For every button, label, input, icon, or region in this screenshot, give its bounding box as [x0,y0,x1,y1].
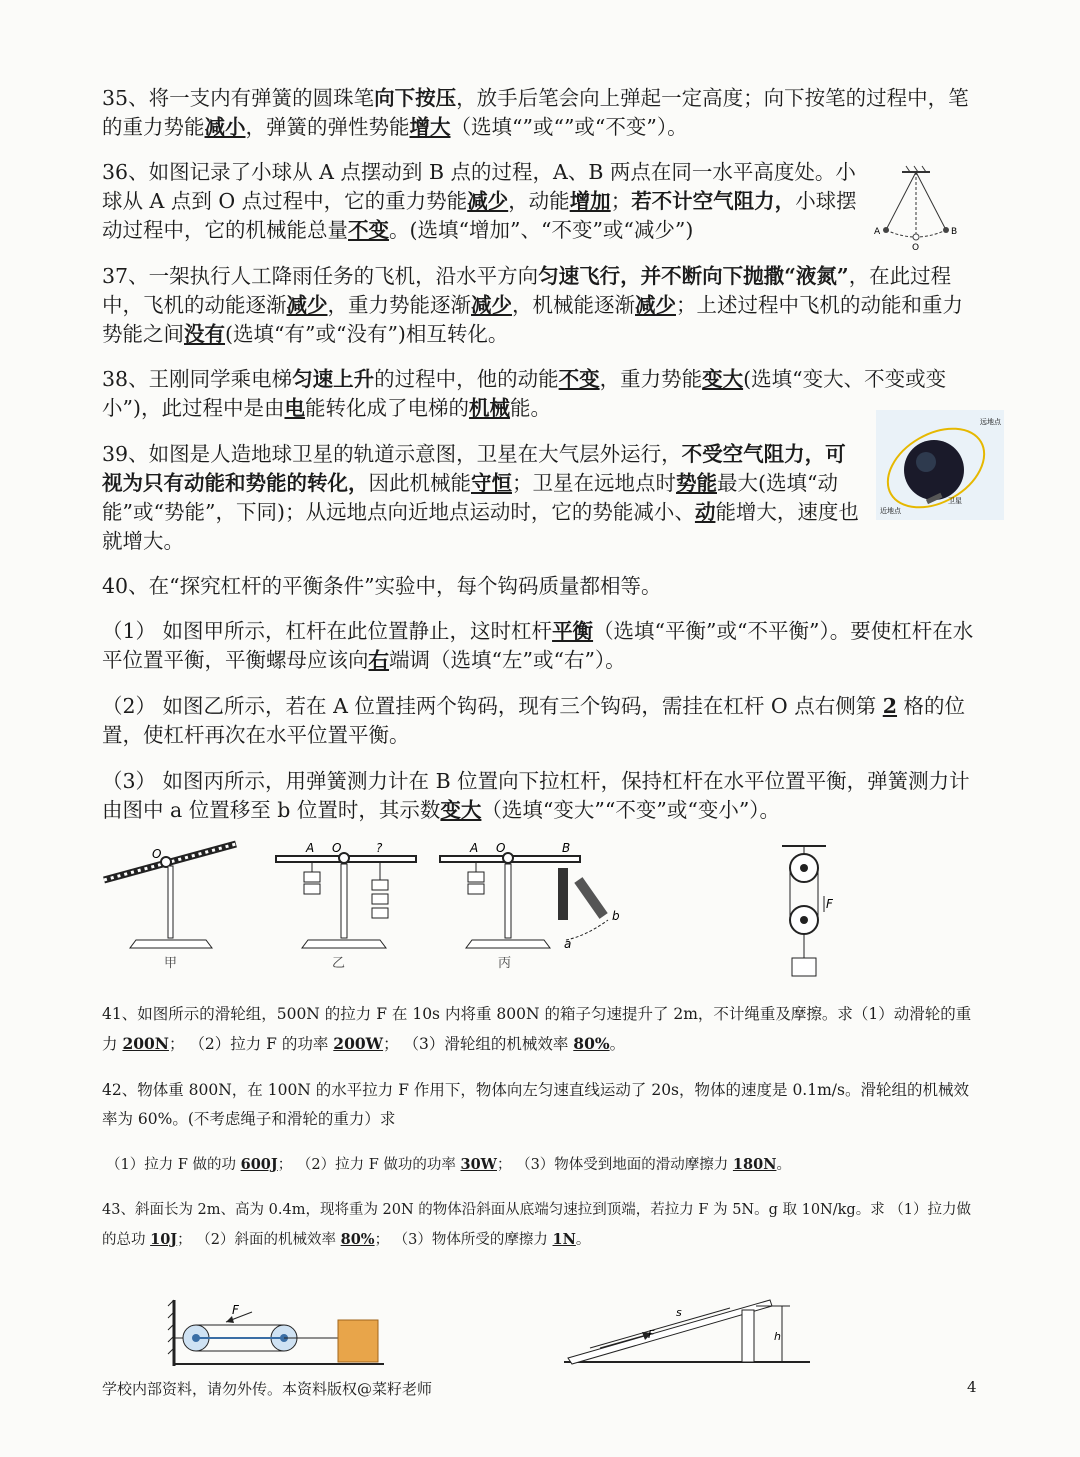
q39-bold: 不受空气阻力，可视为只有动能和势能的转化， [102,442,846,495]
q40-answer-1: 平衡 [552,619,594,643]
q36-answer-1: 减少 [467,189,509,213]
question-42-answers [106,1150,986,1180]
q37-answer-2: 减少 [471,293,512,317]
question-43 [102,1196,982,1255]
question-37 [102,262,982,349]
q42-text: 42、物体重 800N，在 100N 的水平拉力 F 作用下，物体向左匀速直线运动了 20s，物体的速度是 0.1m/s。滑轮组的机械效率为 60%。(不考虑绳子和滑轮的重力）求 [102,1081,969,1128]
question-40-part-3 [102,767,982,825]
q37-answer-4: 没有 [184,322,225,346]
question-41 [102,1000,982,1059]
q36-text-2: ，动能 [508,189,570,213]
q40-p2-text-2: 格的位置，使杠杆再次在水平位置平衡。 [102,694,966,747]
pulley-label-f: F [826,897,833,911]
q40-p1-text: （1） 如图甲所示，杠杆在此位置静止，这时杠杆 [102,619,553,643]
q39-text-3: ；卫星在远地点时 [512,471,676,495]
q36-text-4: 小球摆动过程中，它的机械能总量 [102,189,857,242]
caption-yi: 乙 [332,956,346,971]
question-36 [102,158,872,245]
horizontal-pulley-figure [166,1296,386,1376]
q39-answer-2: 势能 [676,471,717,495]
q43-text-2: ； （2）斜面的机械效率 [177,1232,341,1248]
incline-figure [560,1286,810,1376]
q35-text-2: ，放手后笔会向上弹起一定高度；向下按笔的过程中，笔的重力势能 [102,86,969,139]
q42-text-3: ； （2）拉力 F 做功的功率 [277,1157,461,1173]
satellite-label-near: 近地点 [880,507,901,515]
q37-answer-1: 减少 [286,293,328,317]
q38-text-6: 能。 [509,396,551,420]
page-footer: 学校内部资料，请勿外传。本资料版权@菜籽老师 [102,1380,433,1398]
pendulum-label-o: O [912,243,920,253]
q40-answer-3: 2 [882,694,898,718]
bing-label-o: O [496,841,506,855]
q35-text-4: （选填“”或“”或“不变”）。 [450,115,688,139]
q43-text-3: ； （3）物体所受的摩擦力 [374,1232,553,1248]
q38-answer-1: 不变 [558,367,600,391]
q38-bold: 匀速上升 [292,367,375,391]
q37-text-5: ；上述过程中飞机的动能和重力势能之间 [102,293,963,346]
question-40-part-1 [102,617,982,675]
q36-text-3: ； [610,189,632,213]
jia-label-o: O [152,847,162,861]
q39-text: 39、如图是人造地球卫星的轨道示意图，卫星在大气层外运行， [102,442,682,466]
q43-text: 43、斜面长为 2m、高为 0.4m，现将重为 20N 的物体沿斜面从底端匀速拉到顶端，若拉力 F 为 5N。g 取 10N/kg。求 （1）拉力做的总功 [102,1202,972,1248]
pendulum-label-b: B [951,227,958,237]
q37-text-2: ，在此过程中，飞机的动能逐渐 [102,264,952,317]
q36-text-5: 。(选填“增加”、“不变”或“减少”) [389,218,694,242]
satellite-label-sat: 卫星 [948,497,962,505]
q39-text-4: 最大(选填“动能”或“势能”，下同)；从远地点向近地点运动时，它的势能减小、 [102,471,838,524]
caption-jia: 甲 [164,956,178,971]
caption-bing: 丙 [498,956,512,971]
q40-answer-4: 变大 [440,798,482,822]
q35-answer-1: 减小 [204,115,246,139]
lever-figure-bing [440,841,620,971]
q35-bold: 向下按压 [374,86,457,110]
bing-label-b-position: b [612,909,620,923]
q37-text-6: (选填“有”或“没有”)相互转化。 [225,322,509,346]
question-42 [102,1076,982,1134]
question-40-part-2 [102,692,982,750]
q36-bold: 若不计空气阻力， [631,189,796,213]
q38-text: 38、王刚同学乘电梯 [102,367,293,391]
q35-text: 35、将一支内有弹簧的圆珠笔 [102,86,375,110]
bing-label-a-position: a [564,937,572,951]
question-39 [102,440,862,556]
q38-answer-4: 机械 [468,396,510,420]
bing-label-b: B [562,841,571,855]
q38-answer-3: 电 [284,396,305,420]
q41-answer-1: 200N [122,1034,169,1053]
q39-answer-3: 动 [694,500,716,524]
yi-label-o: O [332,841,342,855]
q42-text-2: （1）拉力 F 做的功 [106,1157,241,1173]
q36-text: 36、如图记录了小球从 A 点摆动到 B 点的过程，A、B 两点在同一水平高度处。小球从 A 点到 O 点过程中，它的重力势能 [102,160,856,213]
q40-p1-text-2: （选填“平衡”或“不平衡”）。要使杠杆在水平位置平衡，平衡螺母应该向 [102,619,974,672]
q40-p3-text-2: （选填“变大”“不变”或“变小”）。 [481,798,781,822]
q42-answer-2: 30W [460,1156,497,1173]
q37-text: 37、一架执行人工降雨任务的飞机，沿水平方向 [102,264,539,288]
q40-p1-text-3: 端调（选填“左”或“右”）。 [389,648,626,672]
q42-answer-3: 180N [732,1156,777,1173]
lever-figures [96,836,833,976]
q38-text-2: 的过程中，他的动能 [374,367,559,391]
q39-text-2: 因此机械能 [368,471,471,495]
q37-text-3: ，重力势能逐渐 [327,293,471,317]
q40-p3-text: （3） 如图丙所示，用弹簧测力计在 B 位置向下拉杠杆，保持杠杆在水平位置平衡，弹簧测力计由图中 a 位置移至 b 位置时，其示数 [102,769,970,822]
q42-text-5: 。 [776,1157,791,1173]
page-number: 4 [967,1378,977,1396]
satellite-label-far: 远地点 [980,418,1001,426]
bing-label-a: A [470,841,479,855]
question-40-title [102,572,982,601]
q35-text-3: ，弹簧的弹性势能 [245,115,410,139]
lever-figure-yi [276,841,416,971]
question-38 [102,365,982,423]
q40-answer-2: 右 [368,648,389,672]
q43-answer-3: 1N [552,1231,576,1248]
pulley-block-figure [782,846,834,976]
q43-answer-1: 10J [150,1231,178,1248]
q38-text-5: 能转化成了电梯的 [304,396,469,420]
q41-answer-2: 200W [333,1034,384,1053]
q38-text-4: (选填“变大、不变或变小”)，此过程中是由 [102,367,947,420]
q41-text-4: 。 [609,1035,626,1053]
q43-text-4: 。 [575,1232,591,1248]
q36-answer-3: 不变 [348,218,389,242]
q41-text-2: ； （2）拉力 F 的功率 [168,1035,334,1053]
satellite-orbit-figure [876,410,1004,520]
pendulum-label-a: A [874,227,881,237]
pendulum-figure [872,160,972,252]
q41-answer-3: 80% [573,1034,610,1053]
q37-text-4: ，机械能逐渐 [512,293,635,317]
q37-answer-3: 减少 [635,293,676,317]
q38-text-3: ，重力势能 [599,367,703,391]
q41-text: 41、如图所示的滑轮组，500N 的拉力 F 在 10s 内将重 800N 的箱子匀速提升了 2m，不计绳重及摩擦。求（1）动滑轮的重力 [102,1005,972,1053]
q35-answer-2: 增大 [409,115,451,139]
incline-label-f: F [648,1328,655,1341]
yi-label-a: A [306,841,315,855]
incline-label-s: s [676,1306,682,1319]
horizontal-pulley-label-f: F [232,1303,239,1317]
q40-p2-text: （2） 如图乙所示，若在 A 位置挂两个钩码，现有三个钩码，需挂在杠杆 O 点右侧第 [102,694,883,718]
q40-title-text: 40、在“探究杠杆的平衡条件”实验中，每个钩码质量都相等。 [102,574,662,598]
q39-answer-1: 守恒 [471,471,512,495]
incline-label-h: h [774,1330,781,1343]
lever-figure-jia [104,844,236,971]
q37-bold: 匀速飞行，并不断向下抛撒“液氮” [538,264,849,288]
yi-label-question: ? [376,841,383,855]
q42-answer-1: 600J [240,1156,278,1173]
q39-text-5: 能增大，速度也就增大。 [102,500,859,553]
q38-answer-2: 变大 [702,367,744,391]
q43-answer-2: 80% [340,1231,375,1248]
q42-text-4: ； （3）物体受到地面的滑动摩擦力 [496,1157,733,1173]
question-35 [102,84,982,142]
q41-text-3: ； （3）滑轮组的机械效率 [383,1035,574,1053]
q36-answer-2: 增加 [569,189,611,213]
